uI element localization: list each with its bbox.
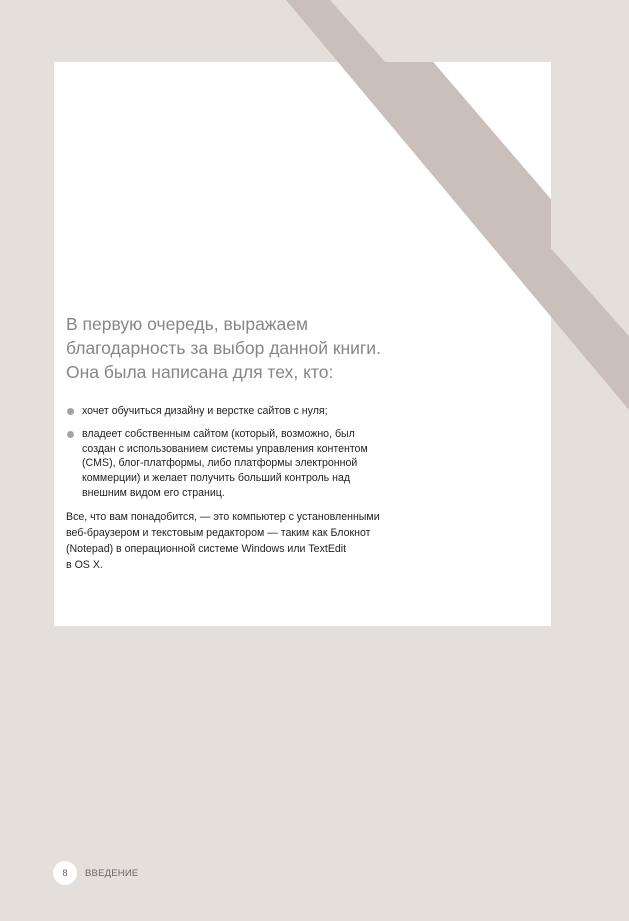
paragraph-line: (Notepad) в операционной системе Windows или TextEdit bbox=[66, 542, 347, 555]
list-item-line: создан с использованием системы управления контентом bbox=[82, 442, 368, 455]
list-item-line: коммерции) и желает получить больший контроль над bbox=[82, 472, 351, 485]
paragraph-line: в OS X. bbox=[66, 558, 103, 571]
headline-line: Она была написана для тех, кто: bbox=[66, 362, 334, 382]
page-number: 8 bbox=[53, 861, 77, 885]
list-item-line: (CMS), блог-платформы, либо платформы электронной bbox=[82, 457, 358, 470]
audience-list bbox=[66, 404, 406, 501]
content-card bbox=[54, 62, 551, 626]
list-item bbox=[66, 427, 406, 501]
intro-content bbox=[66, 312, 406, 573]
list-item-line: хочет обучиться дизайну и верстке сайтов с нуля; bbox=[82, 405, 328, 417]
requirements-paragraph bbox=[66, 509, 406, 573]
list-item-line: владеет собственным сайтом (который, возможно, был bbox=[82, 427, 355, 440]
paragraph-line: веб-браузером и текстовым редактором — таким как Блокнот bbox=[66, 526, 371, 539]
paragraph-line: Все, что вам понадобится, — это компьютер с установленными bbox=[66, 510, 380, 523]
headline-line: В первую очередь, выражаем bbox=[66, 314, 309, 334]
list-item-line: внешним видом его страниц. bbox=[82, 486, 225, 499]
list-item bbox=[66, 404, 406, 419]
intro-headline bbox=[66, 312, 406, 384]
section-title: ВВЕДЕНИЕ bbox=[85, 867, 139, 879]
page-footer bbox=[53, 861, 138, 885]
bullet-dot-icon bbox=[67, 408, 74, 415]
headline-line: благодарность за выбор данной книги. bbox=[66, 338, 381, 358]
bullet-dot-icon bbox=[67, 431, 74, 438]
